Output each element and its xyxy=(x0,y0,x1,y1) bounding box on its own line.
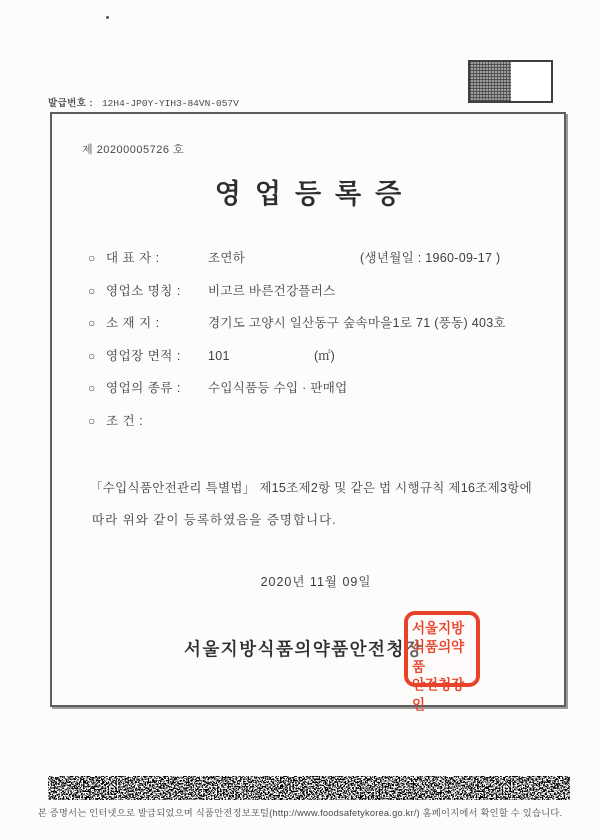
field-row-business-name xyxy=(88,281,336,297)
legal-statement-line1: 「수입식품안전관리 특별법」 제15조제2항 및 같은 법 시행규칙 제16조제3항에 xyxy=(90,481,533,495)
scan-artifact-dot xyxy=(106,16,109,19)
seal-text-row1: 서울지방 xyxy=(412,620,465,637)
field-label-area: 영업장 면적 : xyxy=(106,349,181,363)
seal-text-row2: 식품의약품 xyxy=(412,639,465,675)
field-row-address xyxy=(88,313,506,329)
field-row-area xyxy=(88,346,335,363)
issuer-name: 서울지방식품의약품안전청장 xyxy=(184,639,424,659)
field-value-area: 101 xyxy=(208,349,230,363)
field-area-unit: (㎡) xyxy=(314,349,335,363)
field-bullet: ○ xyxy=(88,316,96,330)
field-label-address: 소 재 지 : xyxy=(106,316,160,330)
seal-text-row3: 안전청장인 xyxy=(412,677,465,713)
field-row-business-type xyxy=(88,378,348,394)
field-row-conditions xyxy=(88,411,208,427)
footer-verification-note: 본 증명서는 인터넷으로 발급되었으며 식품안전정보포털(http://www.foodsafetykorea.go.kr/) 홈페이지에서 확인할 수 있습니다. xyxy=(37,808,563,818)
field-birthdate: (생년월일 : 1960-09-17 ) xyxy=(360,251,501,265)
field-label-business-name: 영업소 명칭 : xyxy=(106,284,181,298)
field-bullet: ○ xyxy=(88,349,96,363)
field-row-representative xyxy=(88,248,501,265)
field-label-conditions: 조 건 : xyxy=(106,414,144,428)
field-label-business-type: 영업의 종류 : xyxy=(106,381,181,395)
issue-number-value: 12H4-JP0Y-YIH3-84VN-057V xyxy=(101,98,239,109)
field-bullet: ○ xyxy=(88,251,96,265)
field-bullet: ○ xyxy=(88,284,96,298)
certificate-border-box xyxy=(50,112,566,713)
security-noise-band xyxy=(48,776,570,800)
document-number: 제 20200005726 호 xyxy=(82,144,185,156)
field-label-representative: 대 표 자 : xyxy=(106,251,160,265)
issue-number-line xyxy=(48,95,239,109)
field-bullet: ○ xyxy=(88,381,96,395)
legal-statement-line2: 따라 위와 같이 등록하였음을 증명합니다. xyxy=(92,513,337,527)
certificate-title: 영업등록증 xyxy=(214,179,416,209)
field-value-business-name: 비고르 바른건강플러스 xyxy=(208,284,336,298)
issue-date: 2020년 11월 09일 xyxy=(260,575,372,589)
official-red-seal xyxy=(404,611,480,713)
stamp-hatch-pattern xyxy=(470,62,511,101)
field-value-representative: 조연하 xyxy=(208,251,246,265)
field-value-business-type: 수입식품등 수입 · 판매업 xyxy=(208,381,348,395)
field-bullet: ○ xyxy=(88,414,96,428)
field-value-address: 경기도 고양시 일산동구 숲속마을1로 71 (풍동) 403호 xyxy=(208,316,506,330)
issuing-stamp-box xyxy=(468,60,553,103)
issue-number-label: 발급번호 : xyxy=(48,98,93,109)
